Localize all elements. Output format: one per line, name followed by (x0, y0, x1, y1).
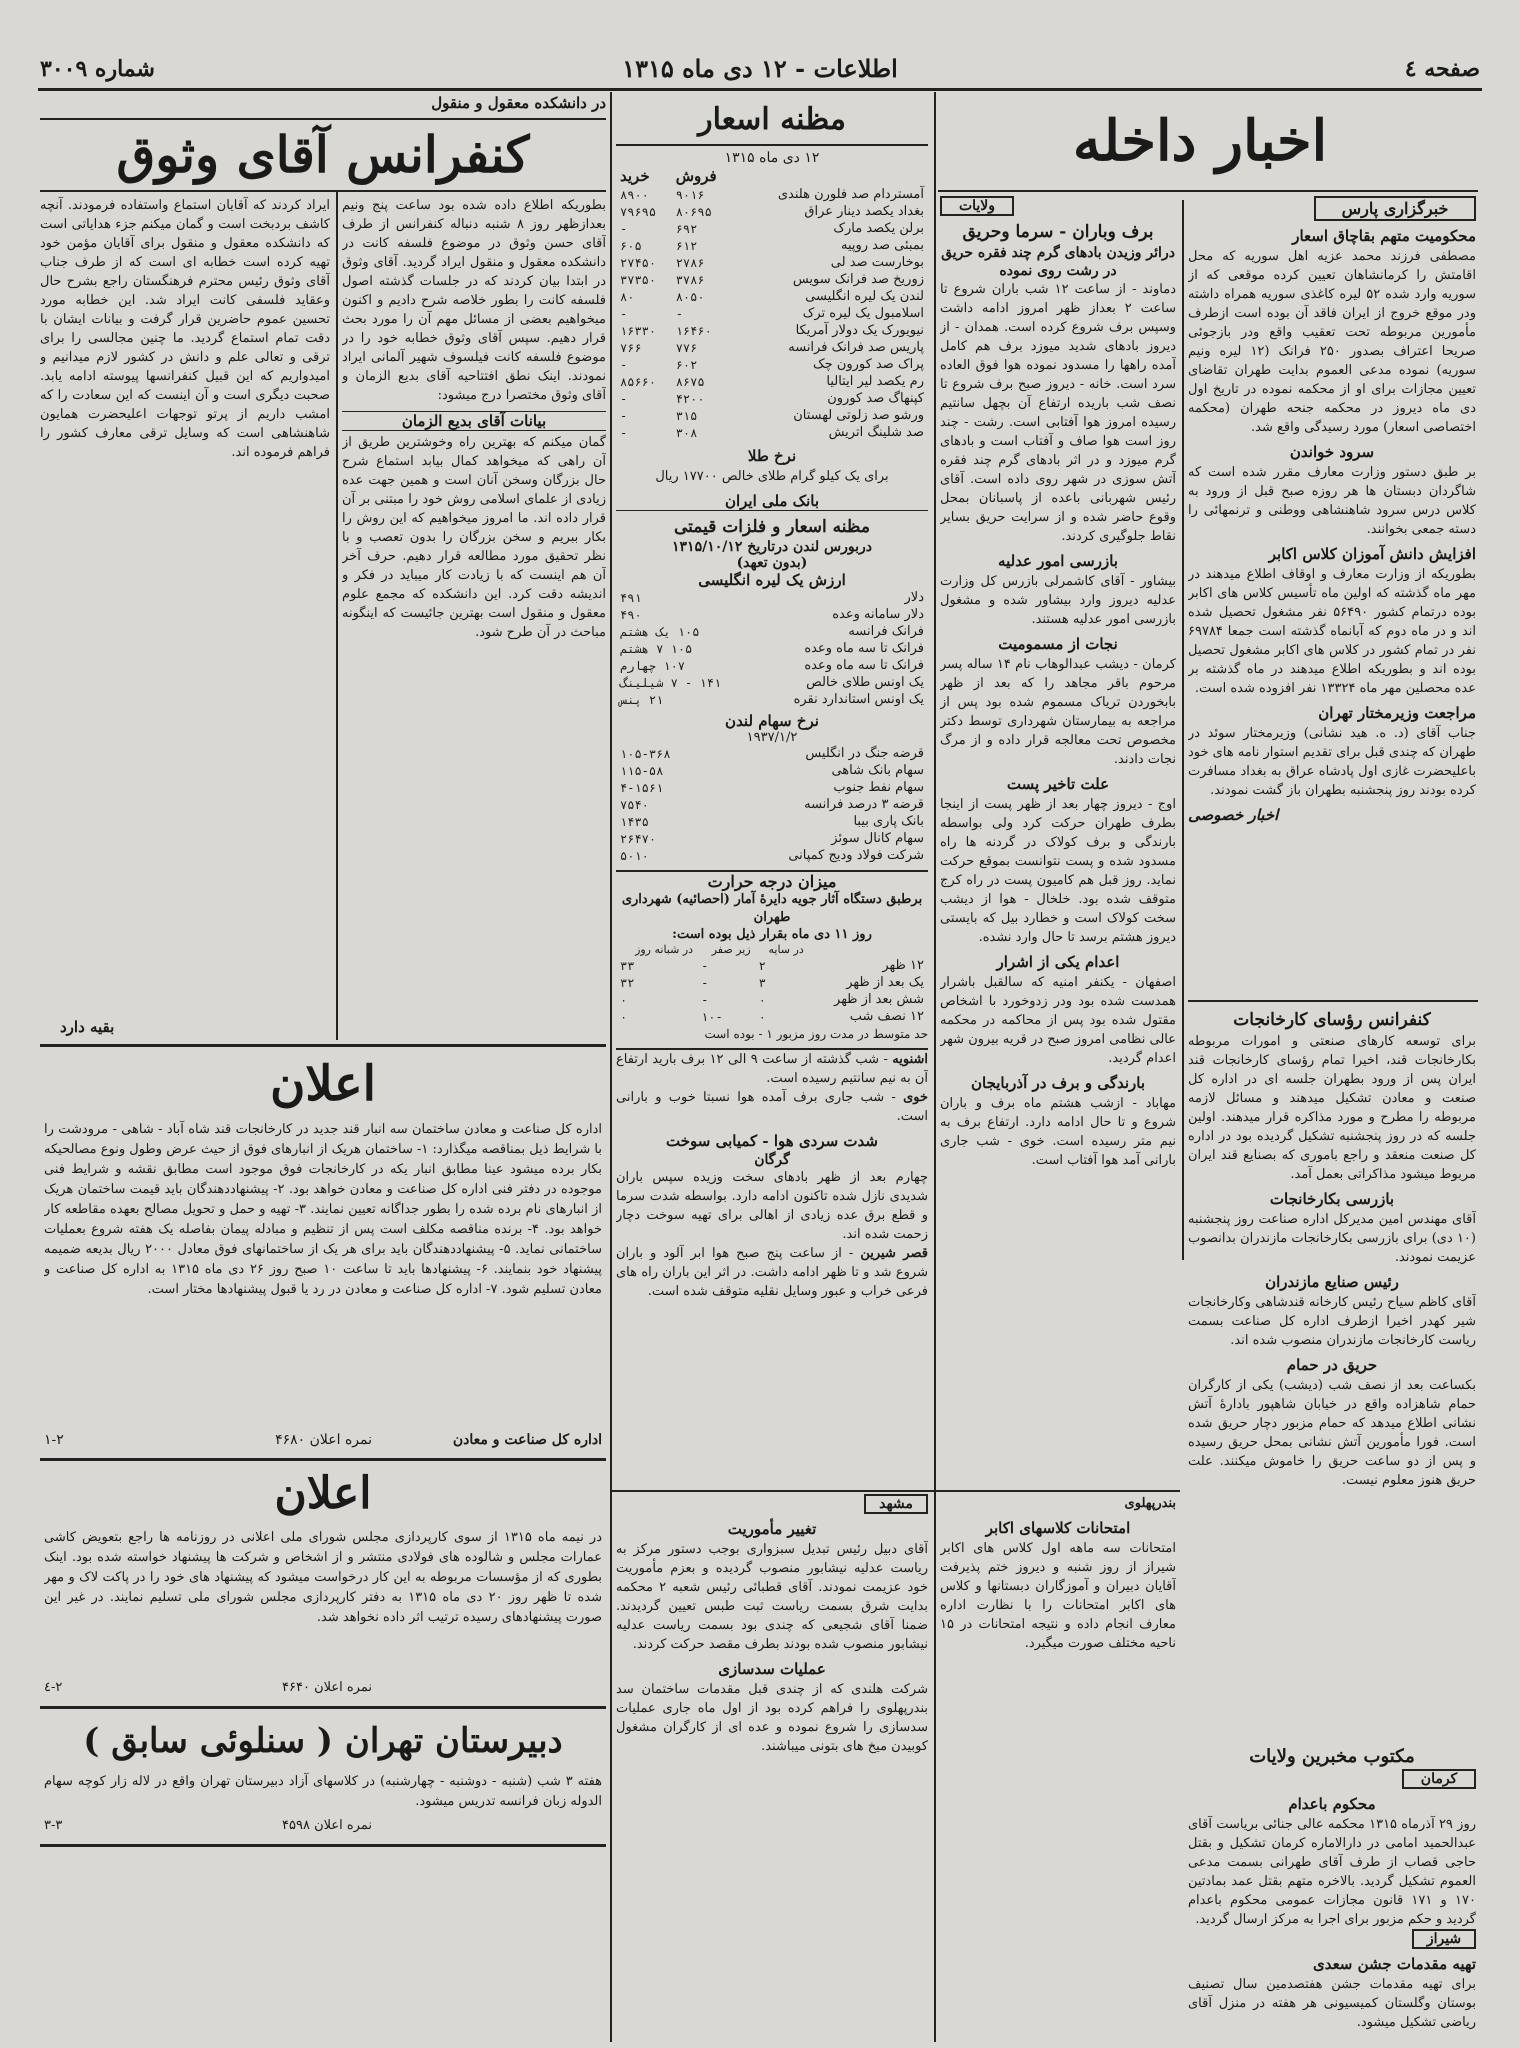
sell-header: فروش (675, 167, 717, 185)
ad-code: ۳-۳ (44, 1818, 63, 1833)
temp-row-cell: ۰ (758, 992, 766, 1007)
temp-row-cell: ۱۲ نصف شب (849, 1009, 924, 1024)
currency-row (616, 203, 928, 220)
pound-row-cell: فرانک تا سه ماه وعده (804, 658, 924, 673)
header-rule (38, 88, 1482, 91)
temp-day: روز ۱۱ دی ماه بقرار ذیل بوده است: (672, 927, 872, 942)
shares-row-cell: ۱۰۵-۳۶۸ (620, 746, 671, 761)
kerman-heading: کرمان (1402, 1769, 1476, 1789)
story-title: نجات از مسمومیت (998, 635, 1118, 653)
story-title: بارندگی و برف در آذربایجان (970, 1074, 1146, 1092)
temp-row-cell: - (701, 992, 709, 1007)
temp-subtitle: برطبق دستگاه آثار جویه دایرهٔ آمار (احصائیه) شهرداری طهران (621, 892, 923, 925)
story-body: اصفهان - یکنفر امنیه که سالقبل باشرار همدست شده بود ودر زدوخورد با اشخاص مقتول شده بود پس از محاکمه در محکمه عالی نظامی امروز صبح در قریه بیرون شهر اعدام گردید. (940, 975, 1176, 1066)
section-rule (40, 118, 606, 120)
pars-story-body: مصطفی فرزند محمد عزیه اهل سوریه که محل اقامتش را کرمانشاهان تعیین کرده موقعی که از سوریه وارد شده ۵۲ لیره کاغذی سوریه همراه داشته ودر موقع خروج از ایران فاقد آن بوده است ازطرف مأمورین مربوطه تحت تعقیب واقع ودر بازجوئی صریحا اعتراف بصدور ۲۵۰ فرانک (۱۲ لیره ونیم سوریه) نموده مدعی العموم بدایت طهران تقاضای تعیین مجازات برای او از محکمه نموده در تاریخ اول دی ماه دیروز در محکمه جنحه طهران (محکمه اختصاصی اسعار) مورد رسیدگی واقع شد. (1188, 249, 1476, 435)
currency-row (616, 288, 928, 305)
currency-row (616, 390, 928, 407)
shares-row (616, 762, 928, 779)
pars-heading: خبرگزاری پارس (1314, 196, 1476, 221)
currency-row-cell: ورشو صد زلوتی لهستان (793, 408, 924, 423)
currency-row (616, 220, 928, 237)
shares-row-cell: سهام کانال سوئز (831, 831, 924, 846)
currency-row-cell: برلن یکصد مارک (833, 221, 924, 236)
conference-body: گمان میکنم که بهترین راه وخوشترین طریق از آن راهی که میخواهد کمال بیابد استماع شرح حال بزرگان وسخن آنان است و همین جهت عده زیادی از علمای اسلامی روش خود را مبتنی بر آن قرار داده اند. ما امروز میخواهیم که این روش را بکار ببریم و سخن بزرگان را بدون تعصب و با نظر تحقیق مورد مطالعه قرار دهیم. حرف آخر آن هم اینست که با زیادت کار میباید در فکر و اندیشه دقت کرد. این دانشکده که مجمع علوم معقول و منقول است بهترین جائیست که اینگونه مباحث در آن طرح شود. (342, 435, 606, 640)
story-body: امتحانات سه ماهه اول کلاس های اکابر شیراز از روز شنبه و دیروز ختم پذیرفت آقایان دبیران و آموزگاران دبستانها و کلاس های اکابر امتحانات را با نظارت اداره معارف انجام داده و نتیجه امتحانات در ۱۵ ناحیه مختلف صورت میگیرد. (940, 1541, 1176, 1651)
section-rule (1188, 1000, 1478, 1002)
pound-row (616, 623, 928, 640)
shares-table (616, 745, 928, 864)
mashhad-news-column (616, 1494, 928, 2038)
pars-story-body: جناب آقای (د. ه. هید نشانی) وزیرمختار سوئد در طهران که چندی قبل برای تقدیم استوار نامه های خود باعلیحضرت غازی اول پادشاه عراق به بغداد مسافرت کرده بودند روز پنجشنبه بطهران باز گشت نمودند. (1188, 726, 1476, 798)
shares-date: ۱۹۳۷/۱/۲ (746, 730, 798, 745)
currency-row-cell: صد شلینگ اتریش (828, 425, 924, 440)
currency-row-cell: ۱۶۳۳۰ (620, 323, 657, 338)
story-body: بندرپهلوی (1124, 1496, 1176, 1511)
currency-row-cell: آمستردام صد فلورن هلندی (777, 187, 924, 202)
currency-row-cell: ۸۶۷۵ (675, 374, 705, 389)
currency-row-cell: ۳۰۸ (675, 425, 698, 440)
story-body: دماوند - از ساعت ۱۲ شب باران شروع تا ساعت ۲ بعداز ظهر امروز ادامه داشت وسپس برف شروع کرده است. همدان - از دیروز بادهای شدید میوزد برف هم کامل آمده راهها را مسدود نموده هوا فوق العاده سرد است. خانه - دیروز صبح برف شروع تا نصف شب باریده ارتفاع آن بچهل سانتیم رسیده امروز هوا آفتابی است. رشت - چند روز است هوا صاف و آفتاب است و بادهای گرم میوزد و در اثر بادهای گرم چند فقره آتش سوزی در شهر روی داده است. آقای رئیس شهربانی باعده از پاسبانان بمحل وقوع حاضر شده و از سرایت حریق بسایر نقاط جلوگیری کردند. (940, 282, 1176, 544)
conference-body: ایراد کردند که آقایان استماع واستفاده فرمودند. آنچه کاشف بردبخت است و گمان میکنم جزء هدایاتی است که دانشکده معقول و منقول برای آقایان مؤمن خود تهیه کرده است خطابه ای است که از طرف جناب آقای وثوق رئیس محترم فرهنگستان راجع بشرح حال وعقاید فلسفی کانت ایراد شد. این خطابه مورد تحسین عموم حاضرین قرار گرفت و بیانات ایشان با دقت تمام استماع گردید. ما چنین مجالسی را برای ترقی و تعالی علم و دانش در کشور لازم میدانیم و امیدواریم که این قبیل کنفرانسها پیوسته ادامه یابد. صحبت دیگری است و آن اینست که این سعادت را که امشب داریم از پرتو توجهات اعلیحضرت همایون شاهنشاهی است که وسایل ترقی معارف کشور را فراهم فرموده اند. (40, 198, 330, 460)
ad-footer (44, 1680, 602, 1702)
currency-row-cell: لندن یک لیره انگلیسی (805, 289, 924, 304)
currency-row-cell: ۶۱۲ (675, 238, 698, 253)
currency-row-cell: - (620, 425, 628, 440)
special-heading: اخبار خصوصی (1188, 806, 1279, 824)
temp-row (616, 957, 928, 974)
pars-story-title: افزایش دانش آموزان کلاس اکابر (1268, 545, 1476, 563)
story-body: مهاباد - ازشب هشتم ماه برف و باران شروع و تا حال ادامه دارد. ارتفاع برف به نیم متر رسیده است. خوی - شب جاری بارانی آمد هوا آفتاب است. (940, 1096, 1176, 1168)
page-header (40, 52, 1480, 88)
shares-row-cell: ۷۵۴۰ (620, 797, 649, 812)
temp-row-cell: ۳ (758, 975, 766, 990)
currency-row (616, 407, 928, 424)
temp-row-cell: - (701, 975, 709, 990)
metals-title: مظنه اسعار و فلزات قیمتی (674, 517, 870, 537)
shares-row-cell: قرضه ۳ درصد فرانسه (804, 797, 924, 812)
pound-row (616, 691, 928, 708)
section-rule (40, 1458, 606, 1461)
pound-row (616, 589, 928, 606)
story-subtitle: گرگان (754, 1152, 790, 1168)
shiraz-body: برای تهیه مقدمات جشن هفتصدمین سال تصنیف بوستان وگلستان کمیسیونی هر هفته در منزل آقای ریاضی تشکیل میشود. (1188, 1977, 1476, 2030)
temp-row-cell: - (701, 958, 709, 973)
story-body: اشنویه - شب گذشته از ساعت ۹ الی ۱۲ برف بارید ارتفاع آن به نیم سانتیم رسیده است. (616, 1052, 928, 1086)
column-rule (336, 190, 338, 1040)
story-body: خوی - شب جاری برف آمده هوا نسبتا خوب و بارانی است. (616, 1090, 928, 1124)
currency-row-cell: پاریس صد فرانک فرانسه (788, 340, 924, 355)
kerman-body: روز ۲۹ آذرماه ۱۳۱۵ محکمه عالی جنائی بریاست آقای عبدالحمید امامی در دارالاماره کرمان تشکیل و بقتل حاجی قصاب از طرف آقای طهرانی بسمت مدعی العموم تشکیل گردید. بالاخره متهم بقتل عمد بمادتین ۱۷۰ و ۱۷۱ قانون مجازات عمومی محکوم باعدام گردید و حکم مزبور برای اجرا به مرکز ارسال گردید. (1188, 1817, 1476, 1927)
temp-header: زیر صفر (711, 943, 751, 956)
pars-story-title: سرود خواندن (1289, 443, 1375, 461)
temp-table (616, 942, 928, 1025)
pound-row-cell: یک اونس طلای خالص (806, 675, 924, 690)
pound-row-cell: یک اونس استاندارد نقره (793, 692, 924, 707)
ad-ref: نمره اعلان ۴۶۸۰ (275, 1432, 372, 1448)
provinces-heading: مکتوب مخبرین ولایات (1249, 1746, 1415, 1767)
shares-row (616, 745, 928, 762)
special-story-title: کنفرانس رؤسای کارخانجات (1233, 1010, 1431, 1030)
currency-row (616, 339, 928, 356)
gold-title: نرخ طلا (747, 447, 797, 465)
column-rule (1182, 200, 1184, 1260)
column-rule (934, 92, 936, 2042)
pound-row (616, 640, 928, 657)
temp-row-cell: ۰ (620, 992, 628, 1007)
currency-row (616, 237, 928, 254)
currency-row-cell: کپنهاگ صد کورون (827, 391, 924, 406)
metals-subtitle: دربورس لندن درتاریخ ۱۳۱۵/۱۰/۱۲ (672, 539, 872, 555)
ad-ref: نمره اعلان ۴۶۴۰ (282, 1680, 372, 1695)
pound-row-cell: ۱۰۷ چهارم (620, 658, 686, 673)
currency-row-cell: بمبئی صد روپیه (840, 238, 924, 253)
ad-text: در نیمه ماه ۱۳۱۵ از سوی کارپردازی مجلس شورای ملی اعلانی در روزنامه ها راجع بتعویض کاشی عمارات مجلس و شالوده های فولادی منتشر و از اشخاص و شرکت ها پیشنهاد خواسته شده بود. اینک بطوری که از مؤسسات مربوطه به این کار درخواست میشود که پیشنهاد های خود را در پاکت لاک و مهر شده تا ظهر روز ۲۰ دی ماه ۱۳۱۵ به دفتر کارپردازی مجلس شورای ملی تسلیم نمایند. در غیر این صورت پیشنهادهای رسیده ترتیب اثر داده نخواهد شد. (44, 1530, 602, 1625)
currency-row-cell: ۳۷۳۵۰ (620, 272, 657, 287)
story-body: شرکت هلندی که از چندی قبل مقدمات ساختمان سد بندرپهلوی را فراهم کرده بود از اول ماه جاری عملیات سدسازی را شروع نموده و عده ای از کارگران مشغول کوبیدن میخ های بتونی میباشند. (616, 1682, 928, 1754)
currency-row-cell: ۸۵۶۶۰ (620, 374, 657, 389)
currency-row-cell: زوریخ صد فرانک سویس (792, 272, 924, 287)
pound-row-cell: دلار (904, 590, 924, 605)
shares-row-cell: شرکت فولاد ودیج کمپانی (788, 848, 924, 863)
currency-row-cell: ۸۰۵۰ (675, 289, 705, 304)
shares-row-cell: ۴-۱۵۶۱ (620, 780, 664, 795)
currency-row-cell: ۶۹۲ (675, 221, 698, 236)
story-body: اوج - دیروز چهار بعد از ظهر پست از اینجا بطرف طهران حرکت کرد ولی بواسطه بارندگی و برف کولاک در گردنه ها راه مسدود شده و پست نتوانست بموقع حرکت نماید. روز قبل هم کامیون پست در راه کرج متوقف شده بود. خلخال - هوا از دیشب سخت کولاک است و خطارد بیل که بایستی دیروز هشتم برسد تا حال وارد نشده. (940, 797, 1176, 945)
pound-row-cell: دلار سامانه وعده (832, 607, 924, 622)
pound-row (616, 606, 928, 623)
section-rule (40, 190, 606, 192)
currency-row-cell: - (675, 306, 683, 321)
pound-row-cell: ۱۴۱ - ۷ شیلینگ (620, 675, 722, 690)
shiraz-heading: شیراز (1412, 1929, 1476, 1949)
story-body: بیشاور - آقای کاشمرلی بازرس کل وزارت عدلیه دیروز وارد بیشاور شده و مشغول بازرسی امور عدلیه هستند. (940, 574, 1176, 627)
currency-row-cell: ۳۱۵ (675, 408, 698, 423)
conference-column-left (40, 196, 330, 1016)
currency-row-cell: - (620, 306, 628, 321)
story-title: عملیات سدسازی (718, 1660, 826, 1678)
temp-header: در سایه (768, 943, 804, 956)
markets-date: ۱۲ دی ماه ۱۳۱۵ (724, 150, 820, 166)
currency-row-cell: - (620, 391, 628, 406)
currency-row (616, 305, 928, 322)
buy-header: خرید (620, 167, 650, 185)
currency-row-cell: ۲۷۴۵۰ (620, 255, 657, 270)
pars-story-body: بطوریکه از وزارت معارف و اوقاف اطلاع میدهند در مهر ماه گذشته که اولین ماه تأسیس کلاس های اکابر بوده درتمام کشور ۵۶۴۹۰ نفر مشغول تحصیل شده اند و در ماه دوم که آبانماه گذشته است جمعا ۶۹۷۸۴ نفر در تمام کشور در کلاس های اکابر مشغول تحصیل بوده اند و بطوریکه اطلاع میدهند در ماه گذشته بر عده محصلین مهر ماه ۱۳۳۲۴ نفر افزوده شده است. (1188, 567, 1476, 696)
currency-row (616, 373, 928, 390)
story-title: بازرسی امور عدلیه (998, 552, 1118, 570)
pars-story-title: مراجعت وزیرمختار تهران (1318, 704, 1476, 722)
currency-row-cell: رم یکصد لیر ایتالیا (826, 374, 924, 389)
table-header-row (616, 166, 928, 186)
pound-row-cell: ۴۹۰ (620, 607, 642, 622)
provinces-label: ولایات (940, 196, 1014, 216)
pound-title: ارزش یک لیره انگلیسی (698, 571, 846, 589)
story-title: علت تاخیر پست (1006, 775, 1110, 793)
story-title: قصر شیرین (860, 1246, 928, 1261)
currency-row-cell: ۸۰۶۹۵ (675, 204, 712, 219)
shares-row (616, 813, 928, 830)
issue-number: شماره ۳۰۰۹ (40, 56, 155, 82)
currency-row-cell: ۲۷۸۶ (675, 255, 705, 270)
special-story-title: رئیس صنایع مازندران (1265, 1273, 1399, 1291)
story-text: شب جاری برف آمده هوا نسبتا خوب و بارانی است. (616, 1090, 928, 1124)
bank-title: بانک ملی ایران (616, 492, 928, 511)
pound-row-cell: فرانک فرانسه (848, 624, 924, 639)
currency-row (616, 356, 928, 373)
shares-row-cell: سهام نفط جنوب (833, 780, 924, 795)
currency-row-cell: - (620, 408, 628, 423)
currency-row-cell: نیویورک یک دولار آمریکا (795, 323, 924, 338)
school-text: هفته ۳ شب (شنبه - دوشنبه - چهارشنبه) در کلاسهای آزاد دبیرستان تهران واقع در لاله زار کوچه سهام الدوله زبان فرانسه تدریس میشود. (44, 1774, 602, 1809)
story-title: امتحانات کلاسهای اکابر (985, 1519, 1131, 1537)
story-title: اشنویه (892, 1052, 928, 1067)
story-body: چهارم بعد از ظهر بادهای سخت وزیده سپس باران شدیدی نازل شده تاکنون ادامه دارد. بواسطه شدت سرما و قطع برق عده زیادی از اهالی برای تهیه سوخت دچار زحمت شده اند. (616, 1170, 928, 1242)
temp-row-cell: شش بعد از ظهر (834, 992, 924, 1007)
temp-avg: حد متوسط در مدت روز مزبور ۱ - بوده است (704, 1027, 928, 1041)
metals-note: (بدون تعهد) (736, 555, 808, 571)
temp-row-cell: ۲ (758, 958, 766, 973)
domestic-title: اخبار داخله (1072, 108, 1328, 174)
story-body: کرمان - دیشب عبدالوهاب نام ۱۴ ساله پسر مرحوم باقر مجاهد را که بعد از ظهر بابخوردن تریاک مسموم شده بود پس از مراجعه به بیمارستان شهرداری توسط دکتر مخصوص تحت معالجه قرار داده و از مرگ نجات دادند. (940, 657, 1176, 767)
ad-title: اعلان (274, 1468, 372, 1519)
shares-row-cell: بانک پاری بیبا (853, 814, 924, 829)
shares-row-cell: ۵۰۱۰ (620, 848, 649, 863)
conference-subheading: بیانات آقای بدیع الزمان (342, 411, 606, 431)
ad-body (44, 1528, 602, 1678)
story-title: برف وباران - سرما وحریق (962, 222, 1154, 242)
pound-row-cell: ۱۰۵ یک هشتم (620, 624, 700, 639)
section-rule (40, 1844, 606, 1847)
ad-title: اعلان (270, 1056, 376, 1112)
currency-row-cell: ۱۶۴۶۰ (675, 323, 712, 338)
shares-row (616, 847, 928, 864)
temp-row-cell: ۰ (620, 1009, 628, 1024)
school-title: دبیرستان تهران ( سنلوئی سابق ) (83, 1721, 563, 1761)
currency-row-cell: ۷۷۶ (675, 340, 698, 355)
school-body (44, 1772, 602, 1816)
special-story-body: برای توسعه کارهای صنعتی و امورات مربوطه بکارخانجات قند، اخیرا تمام رؤسای کارخانجات قند ایران پس از ورود بطهران جلسه ای در اداره کل صنعت و معادن تشکیل میدهند و مسائل لازمه مربوطه را مطرح و مورد مذاکره قرار میدهند. اولین جلسه که در روز پنجشنبه تشکیل گردیده بود در اداره کل صنعت منعقد و راجع باموری که بصنایع قند ایران مربوط میشود مذاکراتی بعمل آمد. (1188, 1034, 1476, 1182)
temp-row-cell: ۱۲ ظهر (882, 958, 924, 973)
temp-row (616, 974, 928, 991)
pound-row-cell: ۱۰۵ ۷ هشتم (620, 641, 693, 656)
school-footer (44, 1818, 602, 1840)
currency-row (616, 271, 928, 288)
story-text: شب گذشته از ساعت ۹ الی ۱۲ برف بارید ارتفاع آن به نیم سانتیم رسیده است. (616, 1052, 928, 1086)
shares-title: نرخ سهام لندن (725, 712, 819, 730)
kerman-title: محکوم باعدام (1288, 1795, 1376, 1813)
special-story-title: بازرسی بکارخانجات (1269, 1190, 1395, 1208)
temp-row-cell: یک بعد از ظهر (846, 975, 924, 990)
gold-body: برای یک کیلو گرام طلای خالص ۱۷۷۰۰ ریال (655, 469, 889, 484)
currency-row-cell: ۸۰ (620, 289, 635, 304)
currency-row-cell: - (620, 357, 628, 372)
shares-row-cell: ۱۴۳۵ (620, 814, 649, 829)
temp-row (616, 991, 928, 1008)
ad-code: ۱-۲ (44, 1432, 64, 1448)
currency-row (616, 254, 928, 271)
section-rule (938, 190, 1478, 192)
conference-kicker: در دانشکده معقول و منقول (431, 94, 606, 112)
pound-row-cell: فرانک تا سه ماه وعده (804, 641, 924, 656)
provinces-news-column (940, 196, 1176, 1486)
pound-row-cell: ۲۱ پنس (620, 692, 664, 707)
temp-row-cell: -۱۰ (701, 1009, 723, 1024)
ad-text: اداره کل صناعت و معادن ساختمان سه انبار قند جدید در کارخانجات قند شاه آباد - شاهی - مرودشت را با شرایط ذیل بمناقصه میگذارد: ۱- ساختمان هریک از انبارهای فوق از حیث عرض وطول ونوع مصالحیکه بکار برده میشود عینا مطابق انبار یکه در کارخانجات فوق موجود است مطابق نقشه و شرایط فنی موجوده در دفتر فنی اداره کل صناعت و معادن خواهد بود. ۲- پیشنهاددهندگان باید قیمت ساختمان هریک از انبارهای نام برده شده را بطور جداگانه تعیین نمایند. ۳- تهیه و حمل و تحویل مصالح بعهده مقاطعه کار خواهد بود. ۴- برنده مناقصه مکلف است پس از تنظیم و مبادله پیمان بفاصله یک هفته شروع بعملیات ساختمانی نماید. ۵- پیشنهاددهندگان باید برای هر یک از ساختمانهای فوق معادل ۲۰۰۰ ریال بدیعه ضمیمه پیشنهاد خود بنمایند. ۶- پیشنهادها باید تا ساعت ۱۰ صبح روز ۲۶ دی ماه ۱۳۱۵ به اداره کل صناعت و معادن تسلیم شود. ۷- اداره کل صناعت و معادن در رد یا قبول پیشنهادها مختار است. (44, 1122, 602, 1297)
temp-title: میزان درجه حرارت (707, 872, 837, 891)
story-title: خوی (903, 1090, 928, 1105)
ad-code: ۲-٤ (44, 1680, 63, 1695)
ad-ref: نمره اعلان ۴۵۹۸ (282, 1818, 372, 1833)
temp-row-cell: ۳۲ (620, 975, 635, 990)
pound-row (616, 674, 928, 691)
pound-row (616, 657, 928, 674)
story-title: اعدام یکی از اشرار (996, 953, 1120, 971)
conference-body: بطوریکه اطلاع داده شده بود ساعت پنج ونیم بعدازظهر روز ۸ شنبه دنباله کنفرانس از طرف آقای حسن وثوق در موضوع فلسفه کانت در دانشکده معقول و منقول ایراد گردید. آقای وثوق در ابتدا بیان کردند که در جلسات گذشته اصول فلسفه کانت را بطور خلاصه شرح دادیم و اکنون میخواهیم بعضی از مسائل مهم آن را مورد بحث قرار دهیم. سپس آقای وثوق خطابه خود را در موضوع فلسفه کانت فیلسوف شهیر آلمانی ایراد نمودند. اینک نطق افتتاحیه آقای بدیع الزمان و آقای وثوق مختصرا درج میشود: (342, 198, 606, 403)
currency-row-cell: ۳۷۸۶ (675, 272, 705, 287)
special-news-column (1188, 1004, 1476, 1744)
shares-row-cell: ۱۱۵-۵۸ (620, 763, 664, 778)
currency-row (616, 424, 928, 441)
paper-date: اطلاعات - ۱۲ دی ماه ۱۳۱۵ (622, 54, 898, 83)
story-subtitle: درائر وزیدن بادهای گرم چند فقره حریق در رشت روی نموده (941, 245, 1175, 279)
currency-row-cell: - (620, 221, 628, 236)
story-text: از ساعت پنج صبح هوا ابر آلود و باران شروع شد و تا ظهر ادامه داشت. در اثر این باران راه های فرعی خراب و عبور وسایل نقلیه متوقف شده است. (616, 1246, 928, 1299)
special-story-body: آقای کاظم سیاح رئیس کارخانه قندشاهی وکارخانجات شیر کهدر اخیرا ازطرف اداره کل صناعت بسمت ریاست کارخانجات مازندران منصوب شده اند. (1188, 1295, 1476, 1348)
shares-row (616, 796, 928, 813)
continued-label: بقیه دارد (60, 1018, 115, 1036)
abuser-column (940, 1494, 1176, 2038)
page-number: صفحه ٤ (1404, 56, 1480, 82)
shiraz-title: تهیه مقدمات جشن سعدی (1312, 1955, 1476, 1973)
currency-row-cell: ۷۹۶۹۵ (620, 204, 657, 219)
mashhad-heading: مشهد (864, 1494, 928, 1514)
currency-table (616, 166, 928, 441)
temp-row-cell: ۳۳ (620, 958, 635, 973)
temp-header: در شبانه روز (635, 943, 694, 956)
special-story-body: بکساعت بعد از نصف شب (دیشب) یکی از کارگران حمام شاهزاده واقع در خیابان شاهپور بادارهٔ آتش نشانی اطلاع میدهد که حمام مزبور دچار حریق شده است. فورا مأمورین آتش نشانی بمحل حریق رسیده و پس از دو ساعت حریق را خاموش میکنند. علت حریق هنوز معلوم نیست. (1188, 1378, 1476, 1488)
story-title: تغییر مأموریت (727, 1520, 817, 1538)
currency-row-cell: ۶۰۵ (620, 238, 642, 253)
shares-row-cell: ۲۶۴۷۰ (620, 831, 657, 846)
shares-row (616, 830, 928, 847)
story-title: شدت سردی هوا - کمیابی سوخت (666, 1132, 878, 1150)
table-header-row (616, 942, 928, 957)
temp-row (616, 1008, 928, 1025)
currency-row-cell: ۸۹۰۰ (620, 187, 649, 202)
currency-row (616, 322, 928, 339)
provinces-column (1188, 1740, 1476, 2040)
pars-story-body: بر طبق دستور وزارت معارف مقرر شده است که شاگردان دبستان ها هر روزه صبح قبل از ورود به کلاس درس سرود شاهنشاهی ووطنی و ترنمهائی را دسته جمعی بخوانند. (1188, 465, 1476, 537)
section-rule (40, 1044, 606, 1047)
column-rule (610, 92, 612, 2042)
pars-story-title: محکومیت متهم بقاچاق اسعار (1292, 227, 1476, 245)
pound-table (616, 589, 928, 708)
ad-body (44, 1120, 602, 1428)
currency-row-cell: اسلامبول یک لیره ترک (802, 306, 924, 321)
currency-row-cell: ۴۲۰۰ (675, 391, 705, 406)
special-story-title: حریق در حمام (1286, 1356, 1378, 1374)
currency-row (616, 186, 928, 203)
shares-row-cell: قرضه جنگ در انگلیس (805, 746, 924, 761)
conference-title: کنفرانس آقای وثوق (116, 125, 530, 184)
shares-row (616, 779, 928, 796)
currency-row-cell: ۷۶۶ (620, 340, 642, 355)
currency-row-cell: ۶۰۲ (675, 357, 698, 372)
currency-row-cell: پراک صد کورون چک (813, 357, 924, 372)
section-rule (612, 1490, 1180, 1492)
currency-row-cell: بغداد یکصد دینار عراق (804, 204, 924, 219)
pound-row-cell: ۴۹۱ (620, 590, 642, 605)
currency-row-cell: ۹۰۱۶ (675, 187, 705, 202)
shares-row-cell: سهام بانک شاهی (831, 763, 924, 778)
story-body: آقای دبیل رئیس تبدیل سبزواری بوجب دستور مرکز به ریاست عدلیه نیشابور منصوب گردیده و بعزم مأموریت خود عزیمت نمودند. آقای قطبائی رئیس شعبه ۲ محکمه بدایت شرق بسمت ریاست ثبت طبس تعیین گردیدند. ضمنا آقای شجیعی که چندی بود بسمت ریاست عدلیه نیشابور منصوب شده بودند بطرف مقصد حرکت کردند. (616, 1542, 928, 1652)
temp-row-cell: ۰ (758, 1009, 766, 1024)
section-rule (40, 1706, 606, 1709)
ad-signature: اداره کل صناعت و معادن (452, 1432, 602, 1448)
conference-column-right (342, 196, 606, 1044)
currency-row-cell: بوخارست صد لی (830, 255, 924, 270)
markets-column (616, 96, 928, 1488)
markets-title: مظنه اسعار (616, 96, 928, 146)
ad-footer (44, 1432, 602, 1456)
special-story-body: آقای مهندس امین مدیرکل اداره صناعت روز پنجشنبه (۱۰ دی) برای بازرسی بکارخانجات مازندران بدانصوب عزیمت نمودند. (1188, 1212, 1476, 1265)
story-body: قصر شیرین - از ساعت پنج صبح هوا ابر آلود و باران شروع شد و تا ظهر ادامه داشت. در اثر این باران راه های فرعی خراب و عبور وسایل نقلیه متوقف شده است. (616, 1246, 928, 1299)
